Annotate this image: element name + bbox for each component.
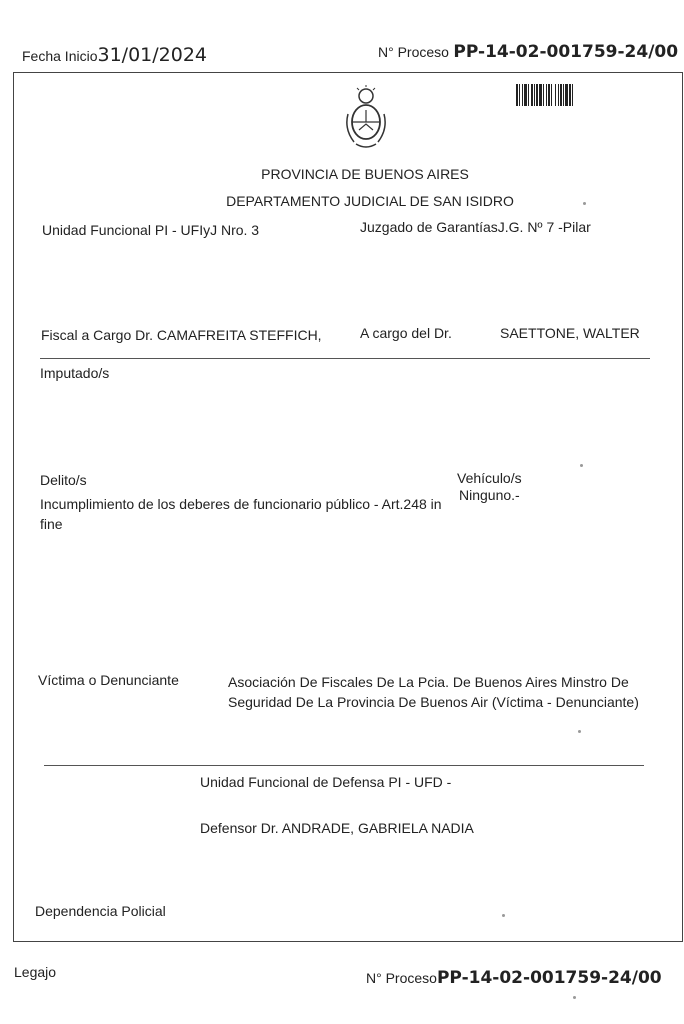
fecha-inicio	[22, 44, 207, 66]
proceso-value: PP-14-02-001759-24/00	[453, 42, 679, 62]
scan-speck	[580, 464, 583, 467]
proceso-header	[378, 42, 678, 62]
proceso-label: N° Proceso	[378, 44, 449, 60]
divider	[44, 765, 644, 766]
proceso-footer	[366, 968, 662, 988]
fiscal	[41, 327, 322, 343]
vehiculo-label: Vehículo/s	[457, 470, 522, 486]
delito-label: Delito/s	[40, 472, 87, 488]
scan-speck	[573, 996, 576, 999]
scan-speck	[502, 914, 505, 917]
defensor	[200, 820, 474, 836]
fiscal-label: Fiscal a Cargo	[41, 327, 132, 343]
divider	[40, 358, 650, 359]
fiscal-value: Dr. CAMAFREITA STEFFICH,	[135, 327, 322, 343]
fecha-value: 31/01/2024	[97, 44, 207, 66]
juzgado	[360, 219, 591, 235]
victima-value: Asociación De Fiscales De La Pcia. De Buenos Aires Minstro De Seguridad De La Provincia De Buenos Air (Víctima - Denunciante)	[228, 674, 639, 710]
proceso-footer-value: PP-14-02-001759-24/00	[436, 968, 662, 988]
proceso-footer-label: N° Proceso	[366, 970, 437, 986]
imputado-label: Imputado/s	[40, 365, 110, 381]
dependencia-label: Dependencia Policial	[35, 903, 166, 919]
delito-value: Incumplimiento de los deberes de funcionario público - Art.248 in fine	[40, 496, 442, 532]
victima-label: Víctima o Denunciante	[38, 672, 179, 688]
title-departamento: DEPARTAMENTO JUDICIAL DE SAN ISIDRO	[226, 193, 514, 209]
defensor-label: Defensor	[200, 820, 257, 836]
vehiculo-value: Ninguno.-	[459, 487, 520, 503]
fecha-label: Fecha Inicio	[22, 48, 98, 64]
coat-of-arms-icon	[342, 84, 390, 154]
title-provincia: PROVINCIA DE BUENOS AIRES	[261, 166, 469, 182]
defensor-value: Dr. ANDRADE, GABRIELA NADIA	[260, 820, 474, 836]
a-cargo-value: SAETTONE, WALTER	[500, 325, 640, 341]
scan-speck	[583, 202, 586, 205]
unidad-funcional	[42, 222, 259, 238]
scan-speck	[578, 730, 581, 733]
juzgado-label: Juzgado de Garantías	[360, 219, 498, 235]
juzgado-value: J.G. Nº 7 -Pilar	[497, 219, 591, 235]
barcode-icon	[516, 84, 608, 106]
unidad-label: Unidad Funcional	[42, 222, 151, 238]
unidad-defensa: Unidad Funcional de Defensa PI - UFD -	[200, 774, 452, 790]
legajo-label: Legajo	[14, 964, 57, 980]
unidad-value: PI - UFIyJ Nro. 3	[154, 222, 260, 238]
a-cargo-label: A cargo del Dr.	[360, 325, 452, 341]
